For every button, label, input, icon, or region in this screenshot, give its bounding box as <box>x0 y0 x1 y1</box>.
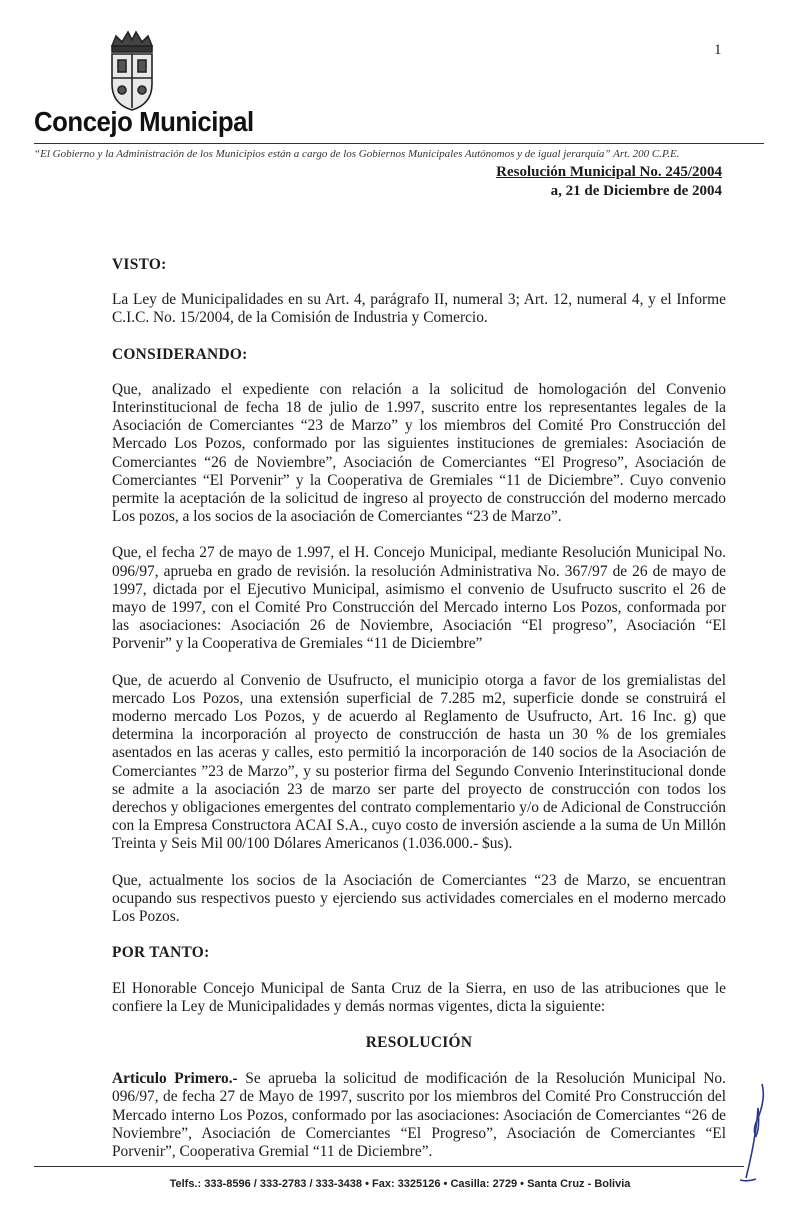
page-number: 1 <box>714 42 722 58</box>
document-body <box>112 256 726 1179</box>
por-tanto-heading: POR TANTO: <box>112 944 210 962</box>
article-first <box>112 1070 726 1161</box>
organization-name: Concejo Municipal <box>34 106 254 137</box>
resolution-number: Resolución Municipal No. 245/2004 <box>496 164 722 180</box>
considerando-paragraph: Que, el fecha 27 de mayo de 1.997, el H. Concejo Municipal, mediante Resolución Municipal No. 096/97, aprueba en grado de revisión. la resolución Administrativa No. 367/97 de 26 de mayo de 1997, dictada por el Ejecutivo Municipal, asimismo el convenio de Usufructo suscrito el 26 de mayo de 1997, con el Comité Pro Construcción del Mercado interno Los Pozos, conformada por las asociaciones: Asociación 26 de Noviembre, Asociación “El progreso”, Asociación “El Porvenir” y la Cooperativa de Gremiales “11 de Diciembre” <box>112 544 726 653</box>
coat-of-arms-logo <box>104 28 160 112</box>
resolucion-heading: RESOLUCIÓN <box>365 1033 473 1051</box>
considerando-paragraph: Que, de acuerdo al Convenio de Usufructo, el municipio otorga a favor de los gremialistas del mercado Los Pozos, una extensión superficial de 7.285 m2, superficie donde se construirá el moderno mercado Los Pozos, y de acuerdo al Reglamento de Usufructo, Art. 16 Inc. g) que determina la incorporación al proyecto de construcción de hasta un 30 % de los gremiales asentados en las aceras y calles, esto permitió la incorporación de 140 socios de la Asociación de Comerciantes ”23 de Marzo”, y su posterior firma del Segundo Convenio Interinstitucional donde se admite a la asociación 23 de marzo ser parte del proyecto de construcción con todos los derechos y obligaciones emergentes del contrato complementario y/o de Adicional de Construcción con la Empresa Constructora ACAI S.A., cuyo costo de inversión asciende a la suma de Un Millón Treinta y Seis Mil 00/100 Dólares Americanos (1.036.000.- $us). <box>112 671 726 853</box>
constitution-motto: “El Gobierno y la Administración de los Municipios están a cargo de los Gobiernos Municipales Autónomos y de igual jerarquía” Art. 200 C.P.E. <box>34 148 680 160</box>
por-tanto-text: El Honorable Concejo Municipal de Santa Cruz de la Sierra, en uso de las atribuciones que le confiere la Ley de Municipalidades y demás normas vigentes, dicta la siguiente: <box>112 979 726 1015</box>
article-first-text: Se aprueba la solicitud de modificación de la Resolución Municipal No. 096/97, de fecha 27 de Mayo de 1997, suscrito por los miembros del Comité Pro Construcción del Mercado interno Los Pozos, conformado por las asociaciones: Asociación de Comerciantes “26 de Noviembre”, Asociación de Comerciantes “El Progreso”, Asociación de Comerciantes “El Porvenir”, Cooperativa Gremial “11 de Diciembre”. <box>112 1070 726 1160</box>
considerando-paragraph: Que, actualmente los socios de la Asociación de Comerciantes “23 de Marzo, se encuentran ocupando sus respectivos puesto y ejerciendo sus actividades comerciales en el moderno mercado Los Pozos. <box>112 871 726 926</box>
considerando-paragraph: Que, analizado el expediente con relación a la solicitud de homologación del Convenio Interinstitucional de fecha 18 de julio de 1.997, suscrito entre los representantes legales de la Asociación de Comerciantes “23 de Marzo” y los miembros del Comité Pro Construcción del Mercado Los Pozos, conformado por las siguientes instituciones de gremiales: Asociación de Comerciantes “26 de Noviembre”, Asociación de Comerciantes “El Progreso”, Asociación de Comerciantes “El Porvenir” y la Cooperativa de Gremiales “11 de Diciembre”. Cuyo convenio permite la aceptación de la solicitud de ingreso al proyecto de construcción del moderno mercado Los pozos, a los socios de la asociación de Comerciantes “23 de Marzo”. <box>112 380 726 526</box>
footer-divider <box>34 1166 744 1167</box>
visto-heading: VISTO: <box>112 256 167 273</box>
visto-text: La Ley de Municipalidades en su Art. 4, parágrafo II, numeral 3; Art. 12, numeral 4, y el Informe C.I.C. No. 15/2004, de la Comisión de Industria y Comercio. <box>112 291 726 327</box>
resolution-date: a, 21 de Diciembre de 2004 <box>550 183 722 199</box>
header-divider <box>34 143 764 144</box>
signature-mark <box>722 1078 782 1188</box>
considerando-heading: CONSIDERANDO: <box>112 345 248 363</box>
article-first-label: Articulo Primero.- <box>112 1070 238 1088</box>
footer-contact: Telfs.: 333-8596 / 333-2783 / 333-3438 • Fax: 3325126 • Casilla: 2729 • Santa Cruz - Bolivia <box>169 1178 631 1190</box>
